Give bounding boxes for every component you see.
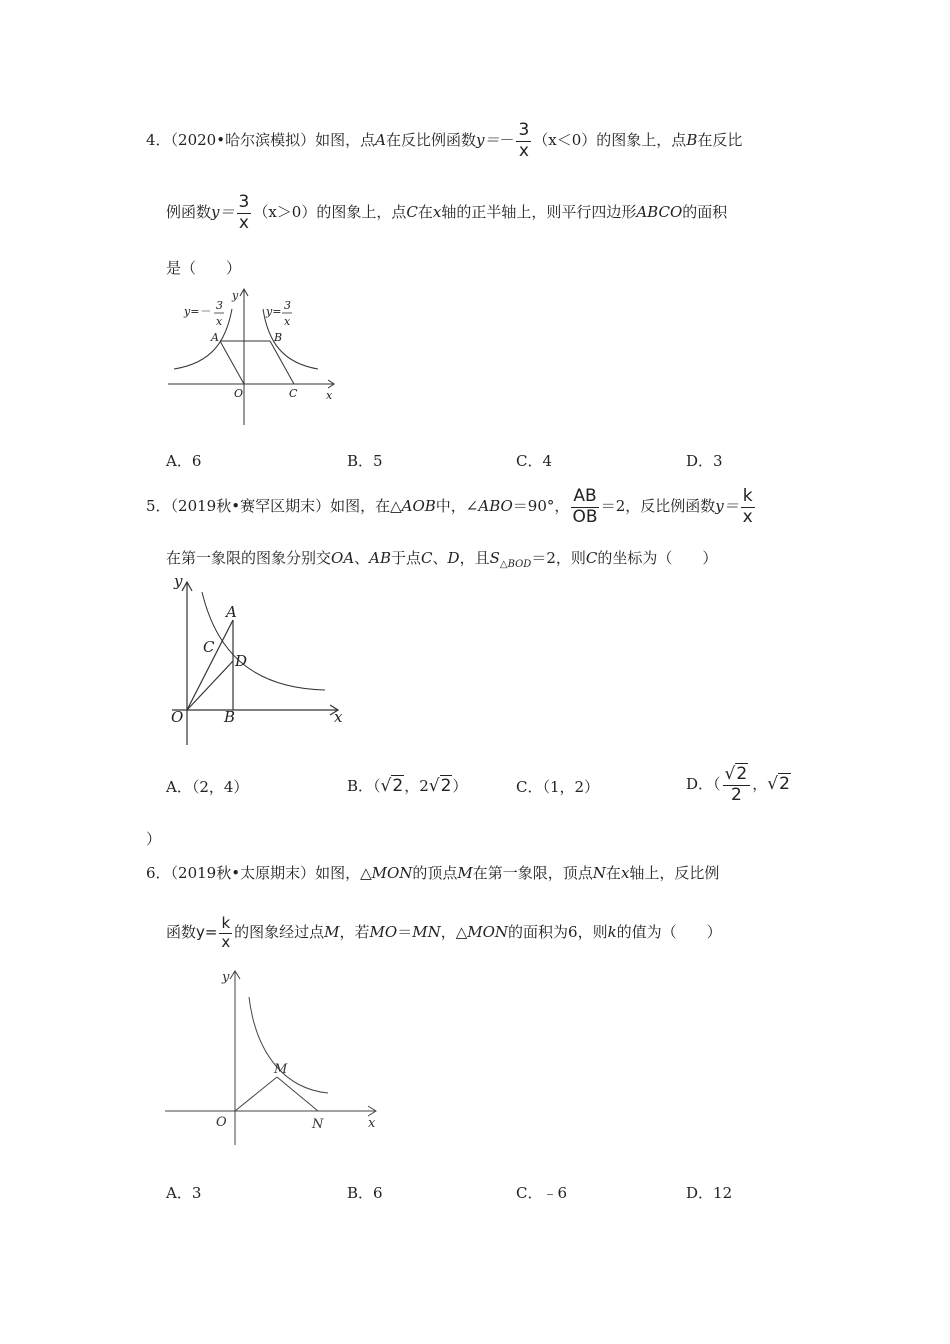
q4-line3: 是（ ）: [166, 259, 242, 277]
q4-fig-a-label: A: [211, 331, 219, 344]
q4-point-a: A: [375, 131, 386, 149]
q5-option-d-rad: 2: [779, 774, 790, 794]
q5-k-den: x: [742, 506, 753, 527]
q4-fig-left-num: 3: [216, 299, 223, 312]
q5-text: 在第一象限的图象分别交: [166, 549, 332, 567]
q6-m: M: [324, 923, 340, 941]
q5-abo: ABO: [478, 497, 513, 515]
q6-text: ，若: [339, 923, 370, 941]
q6-line1: [146, 862, 719, 883]
q6-segment-mn: [277, 1077, 318, 1111]
q5-option-c[interactable]: C．（1，2）: [516, 778, 600, 796]
q5-d: D: [447, 549, 460, 567]
q5-option-b-sqrt1: √2: [380, 776, 404, 796]
q5-fig-b-label: B: [224, 708, 236, 726]
q6-option-b[interactable]: B．6: [347, 1184, 383, 1202]
q4-fig-c-label: C: [289, 387, 298, 400]
q6-text: 的顶点: [412, 864, 458, 882]
q6-mn: MN: [412, 923, 441, 941]
q5-number: 5．: [146, 497, 171, 515]
q5-s: S: [489, 549, 500, 567]
q5-sep: 、: [354, 549, 370, 567]
q4-segment-ao: [220, 341, 244, 384]
q6-figure: [160, 965, 390, 1150]
q6-k-num: k: [221, 913, 231, 932]
q5-text: 中，∠: [435, 497, 479, 515]
q5-c: C: [585, 549, 598, 567]
q5-s-sub: △BOD: [499, 559, 532, 570]
q4-text: 轴的正半轴上，则平行四边形: [441, 203, 637, 221]
q4-fig-x-label: x: [326, 389, 333, 402]
q6-m: M: [457, 864, 473, 882]
q6-text: ＝: [397, 923, 413, 941]
q5-fraction-k-x: [741, 485, 755, 527]
q4-option-b[interactable]: B．5: [347, 452, 383, 470]
q5-option-d[interactable]: [686, 762, 791, 806]
q5-fig-d-label: D: [235, 652, 248, 670]
q5-text: ＝2，则: [531, 549, 586, 567]
q5-line1: [146, 484, 757, 528]
q4-fraction-2: [237, 191, 252, 233]
q5-option-b-sqrt2: √2: [428, 776, 452, 796]
q5-option-d-num-sqrt: √2: [724, 763, 748, 784]
q5-option-d-sqrt: √2: [767, 774, 790, 794]
q5-c: C: [421, 549, 433, 567]
q4-x: x: [432, 203, 442, 221]
q4-fig-right-den: x: [284, 315, 291, 328]
q4-fig-y-label: y: [232, 289, 239, 302]
q5-text: 于点: [391, 549, 422, 567]
q6-text: 在: [605, 864, 621, 882]
q5-k-num: k: [742, 485, 753, 506]
q6-fig-x-label: x: [368, 1116, 376, 1131]
q4-number: 4．: [146, 131, 171, 149]
q6-fraction-k-x: [219, 913, 232, 951]
q4-text: 例函数: [166, 203, 212, 221]
q5-option-b-rad1: 2: [392, 776, 404, 796]
q5-text: 的坐标为（ ）: [597, 549, 718, 567]
q4-fig-b-label: B: [274, 331, 283, 344]
q6-fig-m-label: M: [274, 1062, 288, 1077]
q5-aob: AOB: [401, 497, 436, 515]
q4-fig-left-eq: y=－: [184, 305, 211, 318]
q6-text: 轴上，反比例: [629, 864, 720, 882]
q5-fraction-ab-ob: [571, 485, 598, 527]
q4-y-eq: y＝: [211, 203, 235, 221]
q4-text: 如图，点: [315, 131, 376, 149]
q6-segment-om: [235, 1077, 277, 1111]
q5-f-den: OB: [572, 506, 598, 527]
q5-fig-y-label: y: [174, 572, 183, 590]
q6-curve: [249, 997, 328, 1093]
q5-option-d-num: [723, 763, 751, 786]
q6-text: 如图，△: [315, 864, 372, 882]
q6-mon: MON: [371, 864, 413, 882]
q4-option-d[interactable]: D．3: [686, 452, 723, 470]
q5-option-b-post: ）: [452, 777, 468, 795]
q4-text: 在反比例函数: [385, 131, 476, 149]
q5-fig-o-label: O: [171, 708, 184, 726]
q4-cond1: （x＜0）: [533, 131, 597, 149]
q5-ab: AB: [369, 549, 392, 567]
q4-abco: ABCO: [636, 203, 683, 221]
q5-option-d-frac: [723, 763, 751, 805]
q4-option-c[interactable]: C．4: [516, 452, 553, 470]
q5-text: ＝2，反比例函数: [600, 497, 716, 515]
q5-option-d-num-rad: 2: [736, 763, 748, 784]
q4-f2-den: x: [238, 212, 249, 233]
q4-fraction-1: [516, 119, 531, 161]
q4-point-b: B: [686, 131, 698, 149]
q6-fig-o-label: O: [216, 1115, 227, 1130]
q5-option-a[interactable]: A．（2，4）: [166, 778, 249, 796]
q5-option-b-rad2: 2: [440, 776, 452, 796]
q4-text: 的图象上，点: [596, 131, 687, 149]
q6-n: N: [592, 864, 606, 882]
q5-f-num: AB: [573, 485, 597, 506]
q6-mo: MO: [369, 923, 398, 941]
q5-text: 如图，在△: [330, 497, 402, 515]
q4-y-eq: y＝: [475, 131, 500, 149]
q4-text: 的图象上，点: [316, 203, 407, 221]
q5-text: ，且: [459, 549, 490, 567]
q6-y-eq: y=: [196, 923, 218, 941]
q6-option-c[interactable]: C．﹣6: [516, 1184, 568, 1202]
q6-k-den: x: [221, 932, 231, 951]
q4-minus: －: [499, 131, 515, 149]
q6-text: 的面积为6，则: [508, 923, 608, 941]
q5-figure: [160, 570, 355, 750]
q6-source: （2019秋•太原期末）: [170, 864, 316, 882]
q5-fig-x-label: x: [334, 708, 343, 726]
q4-point-c: C: [406, 203, 418, 221]
q4-fig-right-eq: y=: [266, 305, 282, 318]
q4-f1-den: x: [518, 140, 529, 161]
q4-left-curve: [174, 309, 232, 369]
q5-line2: [166, 547, 717, 570]
q4-cond2: （x＞0）: [253, 203, 317, 221]
q5-curve: [202, 592, 325, 690]
q6-option-d[interactable]: D．12: [686, 1184, 733, 1202]
q5-option-d-close: ）: [146, 830, 162, 848]
q5-sep: 、: [432, 549, 448, 567]
q6-x: x: [620, 864, 630, 882]
q4-text: 在: [417, 203, 433, 221]
q4-option-a[interactable]: A．6: [166, 452, 202, 470]
q6-text: 在第一象限，顶点: [472, 864, 593, 882]
q5-option-d-den: 2: [730, 784, 742, 805]
q6-mon: MON: [467, 923, 509, 941]
q6-text: 的值为（ ）: [616, 923, 722, 941]
q6-k: k: [607, 923, 617, 941]
q6-text: 函数: [166, 923, 197, 941]
q6-option-a[interactable]: A．3: [166, 1184, 202, 1202]
q6-text: ，△: [440, 923, 468, 941]
q4-f2-num: 3: [238, 191, 250, 212]
q5-fig-a-label: A: [226, 603, 237, 621]
q5-text: ＝90°，: [512, 497, 570, 515]
q5-option-b-pre: B．（: [347, 777, 381, 795]
q5-option-d-mid: ，: [752, 775, 768, 793]
q4-line2: [166, 190, 727, 234]
q6-fig-n-label: N: [312, 1117, 324, 1132]
q4-text: 的面积: [682, 203, 728, 221]
q5-source: （2019秋•赛罕区期末）: [170, 497, 331, 515]
q5-segment-od: [187, 661, 233, 710]
q4-figure: [168, 285, 343, 430]
q4-source: （2020•哈尔滨模拟）: [170, 131, 316, 149]
q4-line1: [146, 118, 742, 162]
q5-option-b-mid: ，2: [404, 777, 429, 795]
q4-f1-num: 3: [518, 119, 530, 140]
q4-text: 在反比: [697, 131, 743, 149]
q5-segment-oa: [187, 620, 233, 710]
q4-fig-o-label: O: [234, 387, 244, 400]
q4-right-curve: [263, 309, 318, 369]
q6-text: 的图象经过点: [234, 923, 325, 941]
q5-fig-c-label: C: [203, 638, 215, 656]
q6-number: 6．: [146, 864, 171, 882]
q6-fig-y-label: y: [222, 970, 230, 985]
q6-line2: [166, 912, 722, 952]
q4-fig-left-den: x: [216, 315, 223, 328]
q5-y-eq: y＝: [715, 497, 739, 515]
q4-segment-bc: [270, 341, 294, 384]
q5-option-b[interactable]: [347, 772, 467, 800]
q4-fig-right-num: 3: [284, 299, 291, 312]
q5-oa: OA: [331, 549, 355, 567]
q5-option-d-pre: D．（: [686, 775, 721, 793]
